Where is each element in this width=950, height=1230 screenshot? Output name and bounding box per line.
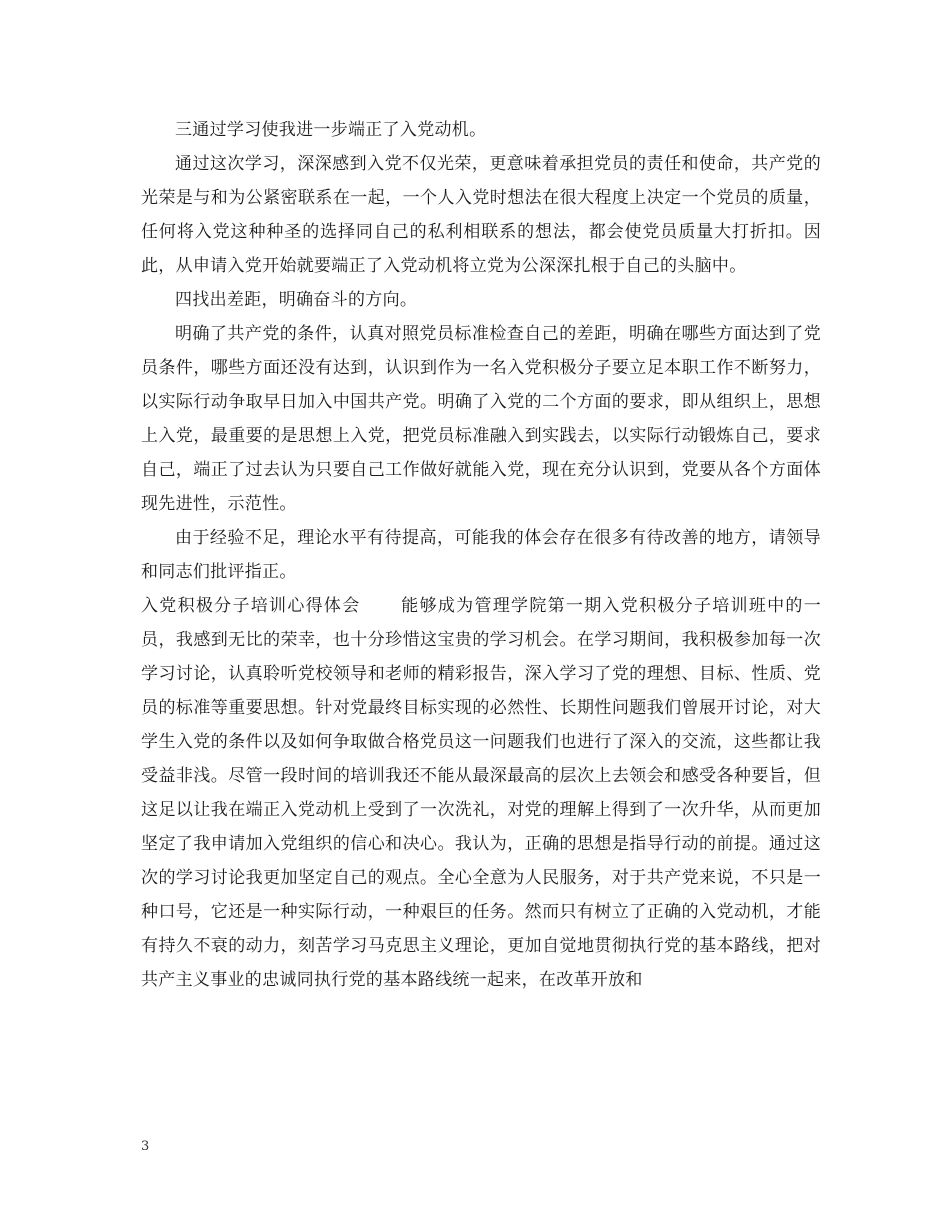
paragraph-gap-body: 明确了共产党的条件，认真对照党员标准检查自己的差距，明确在哪些方面达到了党员条件，哪些方面还没有达到，认识到作为一名入党积极分子要立足本职工作不断努力，以实际行动争取早日加入中国共产党。明确了入党的二个方面的要求，即从组织上，思想上入党，最重要的是思想上入党，把党员标准融入到实践去，以实际行动锻炼自己，要求自己，端正了过去认为只要自己工作做好就能入党，现在充分认识到，党要从各个方面体现先进性，示范性。	[141, 324, 821, 514]
document-body	[141, 113, 821, 997]
page-number: 3	[141, 1139, 150, 1154]
paragraph-gap-heading: 四找出差距，明确奋斗的方向。	[175, 290, 418, 310]
paragraph-motive-heading: 三通过学习使我进一步端正了入党动机。	[175, 120, 487, 140]
paragraph-experience	[141, 589, 821, 997]
paragraph-motive-body: 通过这次学习，深深感到入党不仅光荣，更意味着承担党员的责任和使命，共产党的光荣是与和为公紧密联系在一起，一个人入党时想法在很大程度上决定一个党员的质量，任何将入党这种种圣的选择同自己的私利相联系的想法，都会使党员质量大打折扣。因此，从申请入党开始就要端正了入党动机将立党为公深深扎根于自己的头脑中。	[141, 154, 821, 276]
paragraph-closing: 由于经验不足，理论水平有待提高，可能我的体会存在很多有待改善的地方，请领导和同志们批评指正。	[141, 528, 821, 582]
section-body-text: 能够成为管理学院第一期入党积极分子培训班中的一员，我感到无比的荣幸，也十分珍惜这宝贵的学习机会。在学习期间，我积极参加每一次学习讨论，认真聆听党校领导和老师的精彩报告，深入学习了党的理想、目标、性质、党员的标准等重要思想。针对党最终目标实现的必然性、长期性问题我们曾展开讨论，对大学生入党的条件以及如何争取做合格党员这一问题我们也进行了深入的交流，这些都让我受益非浅。尽管一段时间的培训我还不能从最深最高的层次上去领会和感受各种要旨，但这足以让我在端正入党动机上受到了一次洗礼，对党的理解上得到了一次升华，从而更加坚定了我申请加入党组织的信心和决心。我认为，正确的思想是指导行动的前提。通过这次的学习讨论我更加坚定自己的观点。全心全意为人民服务，对于共产党来说，不只是一种口号，它还是一种实际行动，一种艰巨的任务。然而只有树立了正确的入党动机，才能有持久不衰的动力，刻苦学习马克思主义理论，更加自觉地贯彻执行党的基本路线，把对共产主义事业的忠诚同执行党的基本路线统一起来，在改革开放和	[141, 596, 821, 990]
section-title: 入党积极分子培训心得体会	[141, 596, 361, 616]
